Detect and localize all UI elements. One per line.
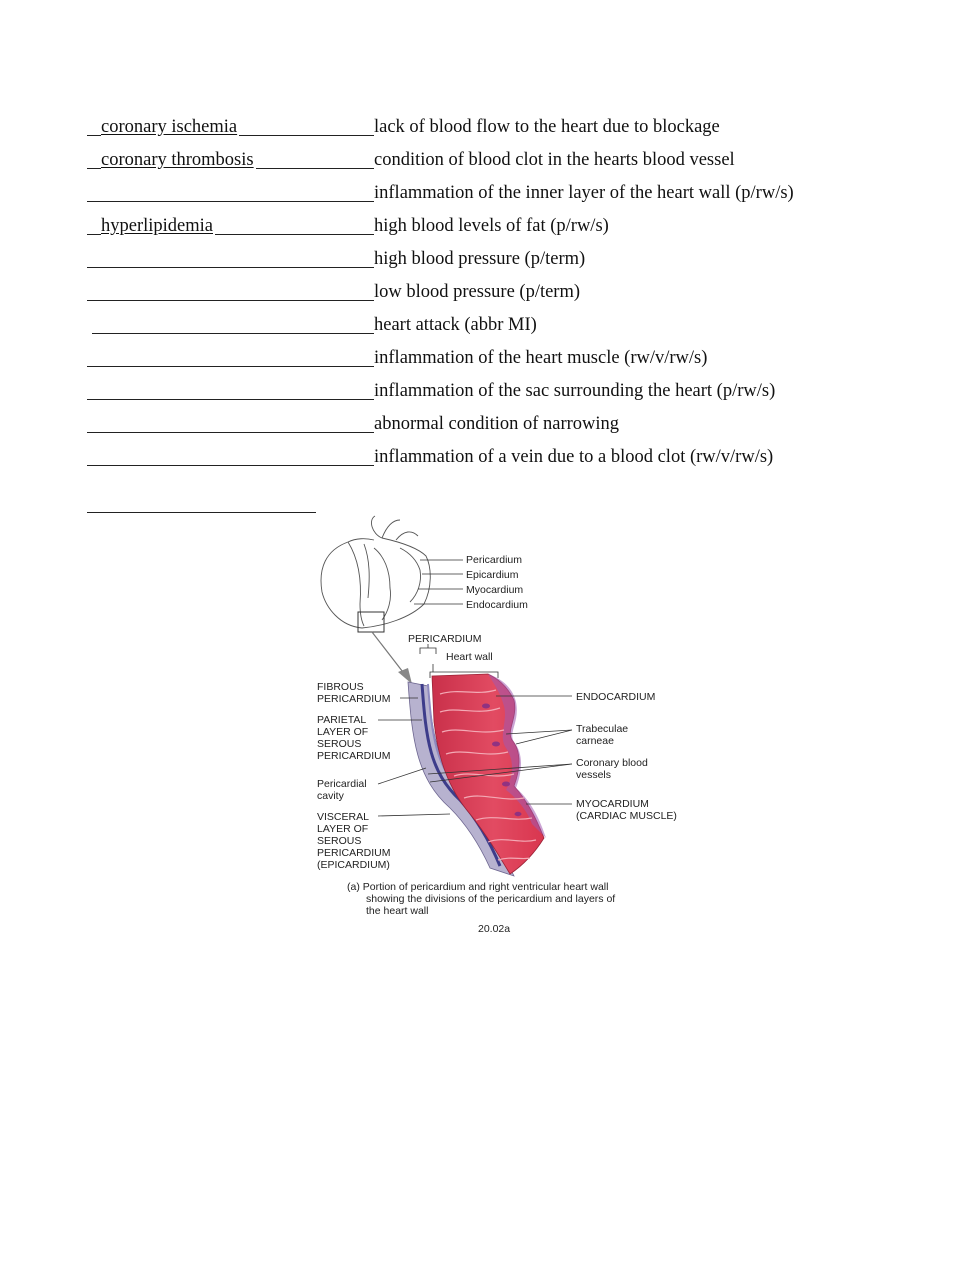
definition-text: inflammation of the sac surrounding the heart (p/rw/s) bbox=[374, 381, 776, 401]
heart-wall-diagram bbox=[300, 508, 700, 940]
term-row bbox=[87, 411, 967, 437]
answer-blank[interactable] bbox=[87, 114, 374, 140]
heart-wall-heading: Heart wall bbox=[446, 651, 493, 663]
term-row bbox=[87, 213, 967, 239]
definition-text: heart attack (abbr MI) bbox=[374, 315, 537, 335]
answer-blank[interactable] bbox=[87, 444, 374, 470]
answer-text: coronary ischemia bbox=[101, 114, 239, 140]
left-label: FIBROUS PERICARDIUM bbox=[317, 681, 391, 705]
inset-leader-lines bbox=[414, 560, 463, 604]
left-label: VISCERAL LAYER OF SEROUS PERICARDIUM (EPICARDIUM) bbox=[317, 811, 391, 871]
definition-text: inflammation of the inner layer of the heart wall (p/rw/s) bbox=[374, 183, 794, 203]
answer-blank[interactable] bbox=[87, 279, 374, 305]
term-row bbox=[87, 444, 967, 470]
inset-label: Endocardium bbox=[466, 599, 528, 611]
term-row bbox=[87, 345, 967, 371]
figure-number: 20.02a bbox=[478, 923, 511, 935]
answer-blank[interactable] bbox=[87, 411, 374, 437]
answer-blank[interactable] bbox=[87, 246, 374, 272]
heart-wall-figure bbox=[300, 508, 700, 940]
term-row bbox=[87, 246, 967, 272]
arrow-head-icon bbox=[398, 668, 412, 684]
extra-answer-blank[interactable] bbox=[87, 512, 316, 513]
answer-blank[interactable] bbox=[87, 147, 374, 173]
pericardium-heading: PERICARDIUM bbox=[408, 633, 482, 645]
definition-text: condition of blood clot in the hearts blood vessel bbox=[374, 150, 735, 170]
definition-text: high blood levels of fat (p/rw/s) bbox=[374, 216, 609, 236]
inset-label: Pericardium bbox=[466, 554, 523, 566]
figure-caption: (a) Portion of pericardium and right ventricular heart wall showing the divisions of the pericardium and layers of the heart wall bbox=[347, 881, 616, 917]
left-label: Pericardial cavity bbox=[317, 778, 367, 802]
zoom-arrow bbox=[372, 632, 406, 676]
term-row bbox=[87, 114, 967, 140]
right-label: Coronary blood vessels bbox=[576, 757, 648, 781]
term-row bbox=[87, 279, 967, 305]
inset-label: Epicardium bbox=[466, 569, 519, 581]
term-row bbox=[87, 312, 967, 338]
answer-blank[interactable] bbox=[87, 213, 374, 239]
left-label: PARIETAL LAYER OF SEROUS PERICARDIUM bbox=[317, 714, 391, 762]
term-row bbox=[87, 147, 967, 173]
definition-text: inflammation of a vein due to a blood clot (rw/v/rw/s) bbox=[374, 447, 774, 467]
term-row bbox=[87, 378, 967, 404]
tissue-section bbox=[408, 674, 546, 876]
answer-text: hyperlipidemia bbox=[101, 213, 215, 239]
answer-blank[interactable] bbox=[92, 312, 374, 338]
right-label: MYOCARDIUM (CARDIAC MUSCLE) bbox=[576, 798, 677, 822]
definition-text: high blood pressure (p/term) bbox=[374, 249, 586, 269]
right-label: ENDOCARDIUM bbox=[576, 691, 656, 703]
answer-blank[interactable] bbox=[87, 180, 374, 206]
answer-blank[interactable] bbox=[87, 378, 374, 404]
definition-text: lack of blood flow to the heart due to blockage bbox=[374, 117, 720, 137]
definition-text: inflammation of the heart muscle (rw/v/rw/s) bbox=[374, 348, 708, 368]
heart-inset-drawing bbox=[321, 516, 430, 628]
answer-blank[interactable] bbox=[87, 345, 374, 371]
inset-label: Myocardium bbox=[466, 584, 524, 596]
pericardium-bracket bbox=[420, 648, 436, 654]
definition-text: low blood pressure (p/term) bbox=[374, 282, 581, 302]
term-row bbox=[87, 180, 967, 206]
answer-text: coronary thrombosis bbox=[101, 147, 256, 173]
right-label: Trabeculae carneae bbox=[576, 723, 629, 747]
definition-text: abnormal condition of narrowing bbox=[374, 414, 620, 434]
